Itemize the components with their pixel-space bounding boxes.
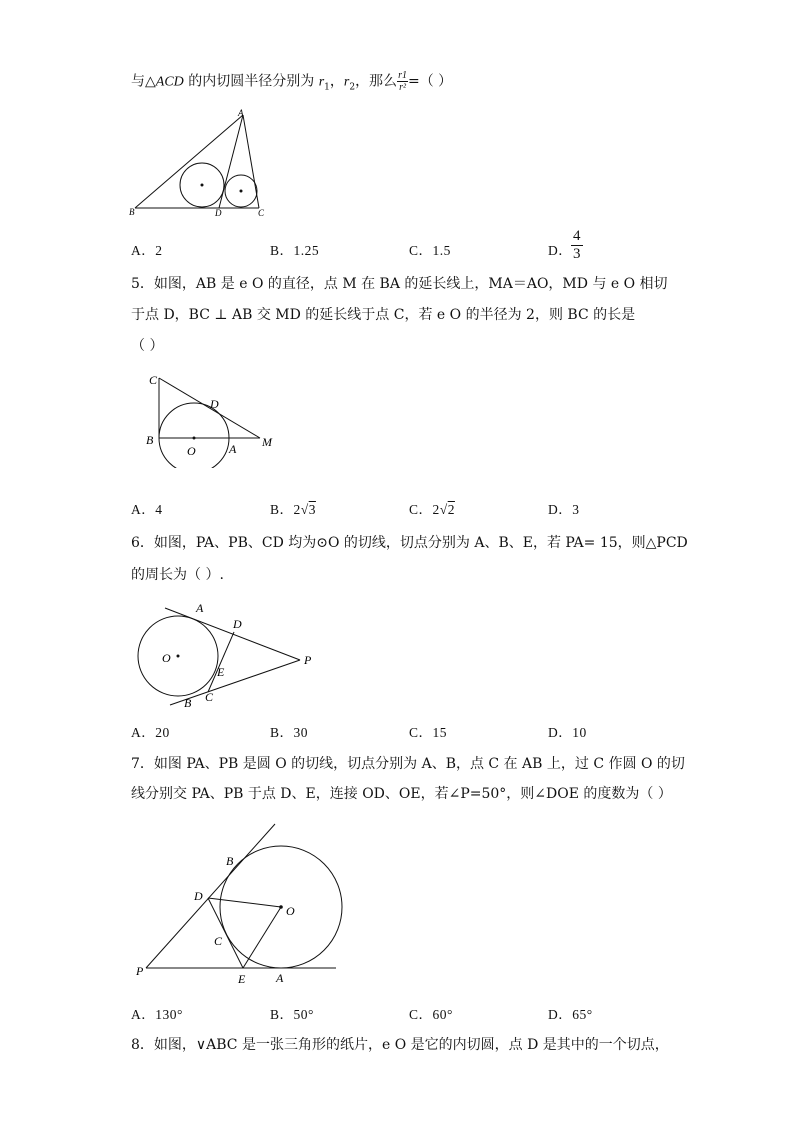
q4-label-a: A bbox=[238, 108, 244, 118]
q7-option-a[interactable]: A．130° bbox=[131, 1007, 183, 1022]
q7-label-c: C bbox=[214, 934, 223, 948]
q4-answer-blank: =（ ） bbox=[407, 73, 453, 90]
q4-ratio-fraction bbox=[397, 70, 408, 93]
q5-label-m: M bbox=[262, 435, 272, 449]
q6-option-a[interactable]: A．20 bbox=[131, 725, 170, 740]
q6-option-d[interactable]: D．10 bbox=[548, 725, 587, 740]
q4-line-ba bbox=[135, 115, 243, 208]
q7-label-e: E bbox=[238, 972, 246, 986]
q5-circle-o bbox=[159, 403, 229, 468]
q5-center-o bbox=[193, 437, 196, 440]
q7-label-d: D bbox=[194, 889, 203, 903]
q4-center-2 bbox=[240, 190, 243, 193]
q7-segment-od bbox=[208, 898, 281, 907]
q4-option-b[interactable]: B．1.25 bbox=[270, 243, 320, 258]
q5-stem-line2: 于点 D，BC ⊥ AB 交 MD 的延长线于点 C，若 e O 的半径为 2，则 BC 的长是 bbox=[131, 307, 636, 323]
q6-label-e: E bbox=[217, 665, 225, 679]
q7-segment-oe bbox=[243, 907, 281, 968]
q4-comma: ， bbox=[329, 73, 344, 90]
q4-r2: r bbox=[343, 74, 350, 90]
q7-stem-line1: 7．如图 PA、PB 是圆 O 的切线，切点分别为 A、B，点 C 在 AB 上，过 C 作圆 O 的切 bbox=[131, 756, 685, 772]
q6-stem-line2: 的周长为（ ）. bbox=[131, 567, 224, 583]
q5-option-b-label: B．2 bbox=[270, 502, 301, 517]
q7-tangent-pb bbox=[146, 824, 275, 968]
q4-r1: r bbox=[318, 74, 325, 90]
q4-option-d-num: 4 bbox=[573, 228, 581, 244]
q7-option-b[interactable]: B．50° bbox=[270, 1007, 314, 1022]
q5-option-c-label: C．2 bbox=[409, 502, 440, 517]
q4-figure bbox=[125, 105, 285, 225]
q4-option-d-fraction bbox=[571, 228, 583, 263]
q5-label-d: D bbox=[210, 397, 219, 411]
q6-label-o: O bbox=[162, 651, 171, 665]
q6-label-d: D bbox=[233, 617, 242, 631]
q4-option-c[interactable]: C．1.5 bbox=[409, 243, 451, 258]
q5-option-b-radicand: 3 bbox=[308, 502, 316, 517]
q4-stem-pre: 与△ bbox=[131, 73, 156, 90]
q7-option-c[interactable]: C．60° bbox=[409, 1007, 453, 1022]
q4-label-d: D bbox=[215, 208, 222, 218]
q6-option-c[interactable]: C．15 bbox=[409, 725, 448, 740]
q4-stem-post: ，那么 bbox=[355, 73, 398, 90]
q5-option-a[interactable]: A．4 bbox=[131, 502, 163, 517]
q4-option-a[interactable]: A．2 bbox=[131, 243, 163, 258]
q6-tangent-cd bbox=[208, 632, 234, 692]
q5-figure bbox=[140, 368, 290, 468]
q4-stem-mid: 的内切圆半径分别为 bbox=[183, 73, 319, 90]
q7-label-o: O bbox=[286, 904, 295, 918]
q6-center-o bbox=[177, 655, 180, 658]
q4-option-d[interactable]: D． bbox=[548, 243, 573, 258]
q4-label-c: C bbox=[258, 208, 265, 218]
q5-label-c: C bbox=[149, 373, 158, 387]
q6-figure bbox=[130, 598, 325, 713]
q5-option-c[interactable]: C．2√2 bbox=[409, 502, 455, 517]
q7-label-b: B bbox=[226, 854, 234, 868]
q4-triangle-acd: ACD bbox=[155, 74, 184, 90]
q7-stem-line2: 线分别交 PA、PB 于点 D、E，连接 OD、OE，若∠P=50°，则∠DOE 的度数为（ ） bbox=[131, 786, 672, 802]
q8-stem-line1: 8．如图，∨ABC 是一张三角形的纸片，e O 是它的内切圆，点 D 是其中的一个切点， bbox=[131, 1037, 669, 1053]
q5-label-b: B bbox=[146, 433, 154, 447]
q7-tangent-de bbox=[208, 898, 243, 968]
q4-r2-sub: 2 bbox=[349, 82, 356, 93]
q5-answer-blank: （ ） bbox=[131, 338, 164, 354]
q4-line-ad bbox=[219, 115, 243, 208]
q7-option-d[interactable]: D．65° bbox=[548, 1007, 593, 1022]
q4-r1-sub: 1 bbox=[324, 82, 330, 93]
q4-center-1 bbox=[201, 184, 204, 187]
q4-label-b: B bbox=[129, 207, 135, 217]
q4-frac-den: r² bbox=[399, 82, 406, 93]
q7-label-a: A bbox=[276, 971, 284, 985]
q7-label-p: P bbox=[136, 964, 144, 978]
q6-option-b[interactable]: B．30 bbox=[270, 725, 309, 740]
q6-tangent-pa bbox=[165, 608, 300, 660]
q7-figure bbox=[130, 818, 350, 990]
q5-option-d[interactable]: D．3 bbox=[548, 502, 580, 517]
q5-option-b[interactable]: B．2√3 bbox=[270, 502, 316, 517]
q6-label-p: P bbox=[304, 653, 312, 667]
q6-label-b: B bbox=[184, 696, 192, 710]
q6-label-c: C bbox=[205, 690, 214, 704]
q5-option-c-radicand: 2 bbox=[447, 502, 455, 517]
q5-label-a: A bbox=[229, 442, 237, 456]
q5-label-o: O bbox=[187, 444, 196, 458]
q4-frac-num: r1 bbox=[398, 70, 407, 81]
q4-stem bbox=[131, 70, 452, 97]
q5-stem-line1: 5．如图，AB 是 e O 的直径，点 M 在 BA 的延长线上，MA＝AO，MD 与 e O 相切 bbox=[131, 276, 668, 292]
q6-stem-line1: 6．如图，PA、PB、CD 均为⊙O 的切线，切点分别为 A、B、E，若 PA= 15，则△PCD bbox=[131, 535, 688, 551]
q6-label-a: A bbox=[196, 601, 204, 615]
q4-option-d-den: 3 bbox=[573, 246, 581, 262]
